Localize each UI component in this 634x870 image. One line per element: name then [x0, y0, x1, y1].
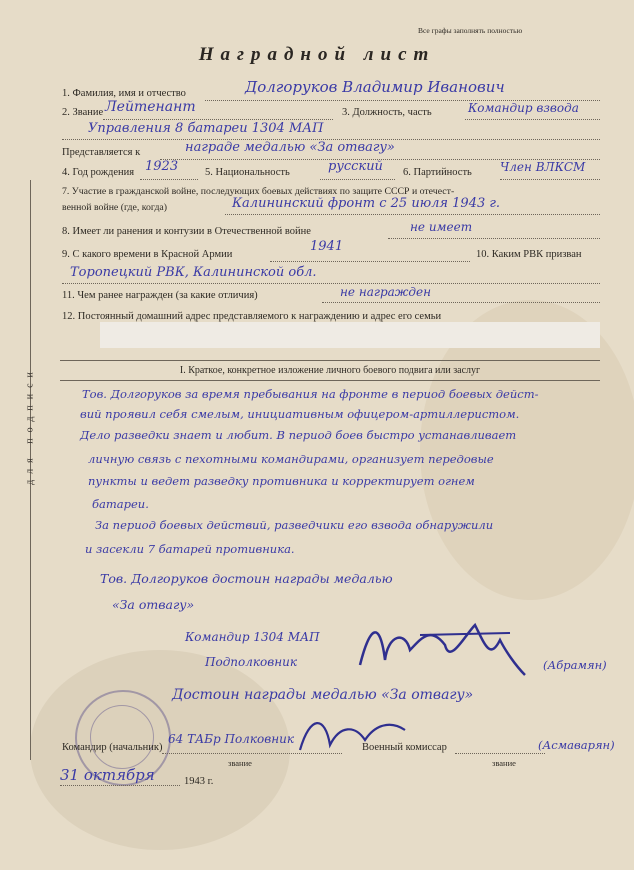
- field-10-line: [62, 283, 600, 284]
- commissar-name: (Асмаварян): [538, 738, 615, 752]
- field-4-value: 1923: [145, 159, 179, 174]
- narrative-line: Тов. Долгоруков за время пребывания на фронте в период боевых дейст-: [82, 387, 539, 401]
- present-label: Представляется к: [62, 147, 141, 158]
- field-6-value: Член ВЛКСМ: [500, 160, 586, 174]
- commissar-label: Военный комиссар: [362, 742, 447, 753]
- field-7-line: [225, 214, 600, 215]
- commander-2-unit: 64 ТАБр Полковник: [168, 732, 294, 746]
- field-12-label: 12. Постоянный домашний адрес представляемого к награждению и адрес его семьи: [62, 311, 442, 322]
- year-label: 1943 г.: [184, 776, 214, 787]
- field-9-line: [270, 261, 470, 262]
- sign-date: 31 октября: [60, 766, 155, 784]
- commander-2-label: Командир (начальник): [62, 742, 163, 753]
- field-11-line: [322, 302, 600, 303]
- field-11-label: 11. Чем ранее награжден (за какие отличия): [62, 290, 258, 301]
- field-9-value: 1941: [310, 239, 344, 254]
- page-title: Наградной лист: [198, 44, 436, 65]
- field-10-label: 10. Каким РВК призван: [476, 249, 582, 260]
- rank-caption-2: звание: [492, 758, 516, 768]
- field-7-value: Калининский фронт с 25 июля 1943 г.: [232, 196, 501, 211]
- narrative-line: Тов. Долгоруков достоин награды медалью: [100, 571, 393, 586]
- field-11-value: не награжден: [340, 285, 432, 299]
- unit-stamp-inner: [90, 705, 154, 769]
- commander-signature: [350, 605, 530, 685]
- narrative-line: и засекли 7 батарей противника.: [85, 542, 295, 556]
- field-5-label: 5. Национальность: [205, 167, 290, 178]
- rank-caption: звание: [228, 758, 252, 768]
- field-10-value: Торопецкий РВК, Калининской обл.: [70, 265, 317, 280]
- commander-rank: Подполковник: [205, 655, 298, 669]
- section-1-title: I. Краткое, конкретное изложение личного боевого подвига или заслуг: [179, 365, 481, 376]
- narrative-line: Дело разведки знает и любит. В период боев быстро устанавливает: [80, 428, 517, 442]
- field-2-label: 2. Звание: [62, 107, 104, 118]
- field-4-line: [140, 179, 198, 180]
- field-2-value: Лейтенант: [105, 99, 196, 115]
- field-6-line: [500, 179, 600, 180]
- present-value: награде медалью «За отвагу»: [185, 140, 395, 155]
- field-1-label: 1. Фамилия, имя и отчество: [62, 88, 186, 99]
- narrative-line: пункты и ведет разведку противника и корректирует огнем: [88, 474, 475, 488]
- date-line: [60, 785, 180, 786]
- field-8-value: не имеет: [410, 220, 473, 234]
- field-5-value: русский: [328, 159, 383, 174]
- commissar-line: [455, 753, 545, 754]
- field-3-label: 3. Должность, часть: [342, 107, 432, 118]
- worthy-resolution: Достоин награды медалью «За отвагу»: [172, 687, 474, 703]
- redacted-address: [100, 322, 600, 348]
- field-4-label: 4. Год рождения: [62, 167, 135, 178]
- section-rule-top: [60, 360, 600, 361]
- section-rule-bottom: [60, 380, 600, 381]
- header-note: Все графы заполнять полностью: [418, 26, 523, 35]
- field-7-label-2: венной войне (где, когда): [62, 202, 168, 213]
- field-5-line: [320, 179, 395, 180]
- field-3-line: [465, 119, 600, 120]
- margin-label: для подписи: [24, 366, 36, 485]
- narrative-line: личную связь с пехотными командирами, организует передовые: [88, 452, 494, 466]
- narrative-line: За период боевых действий, разведчики его взвода обнаружили: [95, 518, 494, 532]
- narrative-line: «За отвагу»: [112, 597, 195, 612]
- field-2-line: [103, 119, 333, 120]
- field-7-label: 7. Участие в гражданской войне, последующих боевых действиях по защите СССР и отечест-: [62, 186, 455, 197]
- field-8-label: 8. Имеет ли ранения и контузии в Отечественной войне: [62, 226, 311, 237]
- field-3-value: Командир взвода: [468, 101, 579, 115]
- commander-title: Командир 1304 МАП: [185, 630, 320, 644]
- commander-name: (Абрамян): [543, 658, 607, 672]
- field-1-value: Долгоруков Владимир Иванович: [245, 78, 505, 96]
- field-6-label: 6. Партийность: [403, 167, 472, 178]
- field-9-label: 9. С какого времени в Красной Армии: [62, 249, 233, 260]
- field-8-line: [388, 238, 600, 239]
- narrative-line: вий проявил себя смелым, инициативным офицером-артиллеристом.: [80, 407, 520, 421]
- field-3-value-2: Управления 8 батареи 1304 МАП: [88, 121, 324, 136]
- narrative-line: батареи.: [92, 497, 149, 511]
